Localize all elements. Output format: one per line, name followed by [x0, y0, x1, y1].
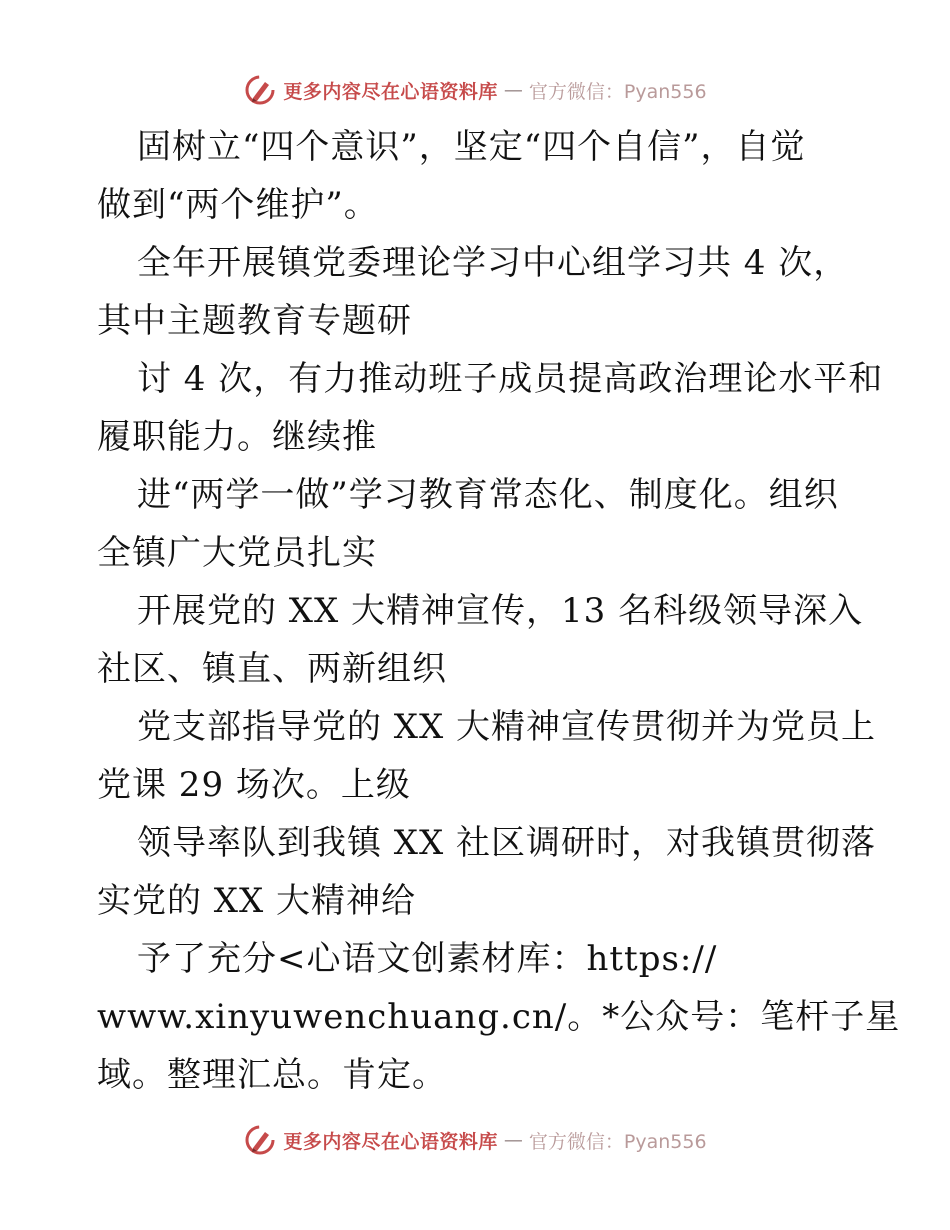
text-line: 讨 4 次，有力推动班子成员提高政治理论水平和 — [137, 359, 884, 399]
text-line: 党支部指导党的 XX 大精神宣传贯彻并为党员上 — [137, 707, 877, 747]
banner-title: 更多内容尽在心语资料库 — [283, 1130, 498, 1153]
banner-separator: — — [503, 79, 523, 101]
header-banner — [0, 70, 950, 110]
text-line: 全年开展镇党委理论学习中心组学习共 4 次， — [137, 243, 849, 283]
banner-wechat-id: 官方微信：Pyan556 — [528, 80, 707, 103]
banner-wechat-id: 官方微信：Pyan556 — [528, 1130, 707, 1153]
pen-circle-logo-icon — [243, 73, 277, 107]
banner-title: 更多内容尽在心语资料库 — [283, 80, 498, 103]
pen-circle-logo-icon — [243, 1123, 277, 1157]
text-line: 予了充分<心语文创素材库：https:// — [137, 939, 718, 979]
text-line: 开展党的 XX 大精神宣传，13 名科级领导深入 — [137, 591, 864, 631]
text-line-link: www.xinyuwenchuang.cn/。*公众号：笔杆子星 — [97, 997, 901, 1037]
text-line: 做到“两个维护”。 — [97, 185, 379, 225]
text-line: 全镇广大党员扎实 — [97, 533, 377, 573]
text-line: 实党的 XX 大精神给 — [97, 881, 417, 921]
text-line: 履职能力。继续推 — [97, 417, 377, 457]
text-line: 领导率队到我镇 XX 社区调研时，对我镇贯彻落 — [137, 823, 877, 863]
banner-separator: — — [503, 1129, 523, 1151]
document-body — [97, 118, 901, 1104]
text-line: 社区、镇直、两新组织 — [97, 649, 447, 689]
footer-banner — [0, 1120, 950, 1160]
text-line: 进“两学一做”学习教育常态化、制度化。组织 — [137, 475, 839, 515]
text-line: 域。整理汇总。肯定。 — [97, 1055, 447, 1095]
text-line: 其中主题教育专题研 — [97, 301, 412, 341]
text-line: 固树立“四个意识”，坚定“四个自信”，自觉 — [137, 127, 806, 167]
text-line: 党课 29 场次。上级 — [97, 765, 411, 805]
